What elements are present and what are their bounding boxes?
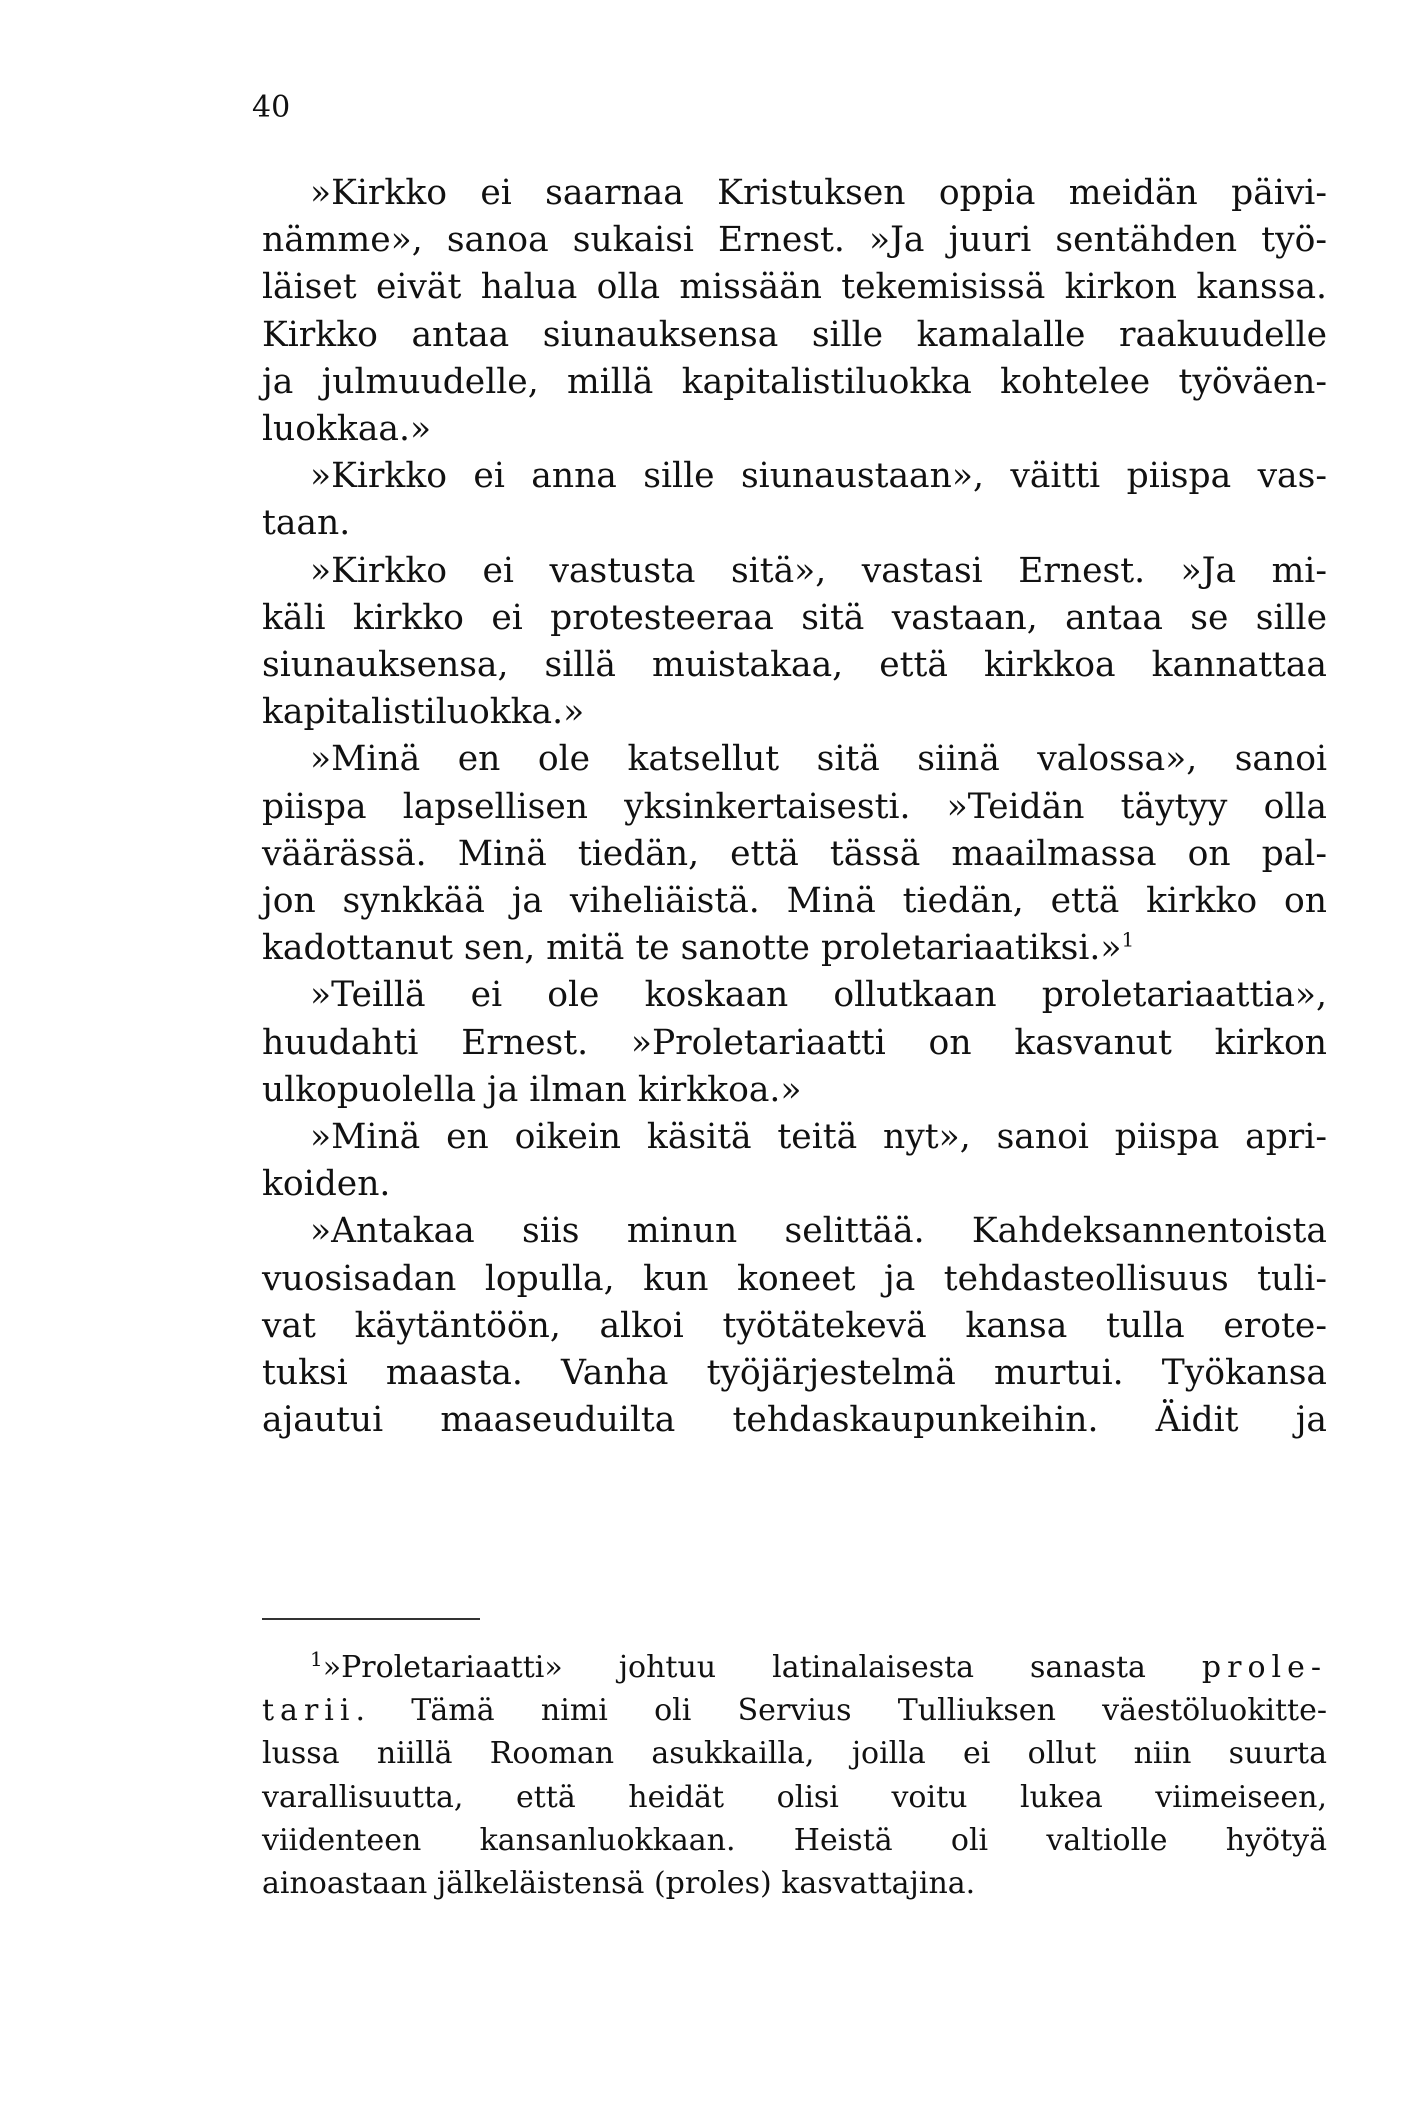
- text-line: piispa lapsellisen yksinkertaisesti. »Teidän täytyy olla: [262, 786, 1327, 827]
- text-line: ja julmuudelle, millä kapitalistiluokka kohtelee työväen-: [262, 361, 1327, 402]
- text-line: »Antakaa siis minun selittää. Kahdeksannentoista: [310, 1211, 1327, 1252]
- footnote-line: viidenteen kansanluokkaan. Heistä oli valtiolle hyötyä: [262, 1822, 1327, 1858]
- footnote-text: . Tämä nimi oli Servius Tulliuksen väestöluokitte-: [355, 1693, 1327, 1729]
- text-line: väärässä. Minä tiedän, että tässä maailmassa on pal-: [262, 833, 1327, 874]
- text-line: koiden.: [262, 1164, 391, 1205]
- footnote-reference: 1: [1121, 927, 1135, 952]
- text-line: ajautui maaseuduilta tehdaskaupunkeihin. Äidit ja: [262, 1400, 1327, 1441]
- text-line: vuosisadan lopulla, kun koneet ja tehdasteollisuus tuli-: [262, 1258, 1327, 1299]
- text-line-with-footnote: [262, 925, 1327, 972]
- text-line: taan.: [262, 503, 351, 544]
- text-line: kapitalistiluokka.»: [262, 692, 585, 733]
- footnote-latin-word: prole-: [1201, 1650, 1327, 1685]
- text-line: kadottanut sen, mitä te sanotte proletariaatiksi.»: [262, 928, 1122, 969]
- text-line: »Kirkko ei vastusta sitä», vastasi Ernest. »Ja mi-: [310, 550, 1327, 591]
- main-text: [262, 170, 1327, 1444]
- text-line: »Kirkko ei saarnaa Kristuksen oppia meidän päivi-: [310, 173, 1327, 213]
- text-line: käli kirkko ei protesteeraa sitä vastaan, antaa se sille: [262, 597, 1327, 638]
- text-line: »Kirkko ei anna sille siunaustaan», väitti piispa vas-: [310, 456, 1327, 497]
- text-line: Kirkko antaa siunauksensa sille kamalalle raakuudelle: [262, 314, 1327, 355]
- text-line: ulkopuolella ja ilman kirkkoa.»: [262, 1069, 802, 1110]
- text-line: vat käytäntöön, alkoi työtätekevä kansa tulla erote-: [262, 1305, 1327, 1346]
- footnote-text: »Proletariaatti» johtuu latinalaisesta sanasta: [322, 1650, 1146, 1685]
- text-line: »Minä en ole katsellut sitä siinä valossa», sanoi: [310, 739, 1327, 780]
- text-line: jon synkkää ja viheliäistä. Minä tiedän, että kirkko on: [262, 881, 1327, 922]
- footnote-divider: [262, 1618, 480, 1620]
- footnote-line: lussa niillä Rooman asukkailla, joilla ei ollut niin suurta: [262, 1736, 1327, 1772]
- footnote: [262, 1646, 1327, 1905]
- footnote-line: [262, 1646, 1327, 1689]
- text-line: siunauksensa, sillä muistakaa, että kirkkoa kannattaa: [262, 645, 1327, 686]
- footnote-latin-word: tarii: [262, 1693, 356, 1729]
- text-line: nämme», sanoa sukaisi Ernest. »Ja juuri sentähden työ-: [262, 220, 1327, 261]
- footnote-line: ainoastaan jälkeläistensä (proles) kasvattajina.: [262, 1866, 976, 1902]
- text-line: »Minä en oikein käsitä teitä nyt», sanoi piispa apri-: [310, 1117, 1327, 1158]
- text-line: huudahti Ernest. »Proletariaatti on kasvanut kirkon: [262, 1022, 1327, 1063]
- page-number: 40: [252, 90, 291, 125]
- text-line: luokkaa.»: [262, 409, 432, 450]
- text-line: tuksi maasta. Vanha työjärjestelmä murtui. Työkansa: [262, 1353, 1327, 1394]
- footnote-line: varallisuutta, että heidät olisi voitu lukea viimeiseen,: [262, 1779, 1327, 1815]
- text-line: »Teillä ei ole koskaan ollutkaan proletariaattia»,: [310, 975, 1327, 1016]
- footnote-marker: 1: [310, 1647, 323, 1671]
- footnote-line: [262, 1689, 1327, 1732]
- text-line: läiset eivät halua olla missään tekemisissä kirkon kanssa.: [262, 267, 1327, 308]
